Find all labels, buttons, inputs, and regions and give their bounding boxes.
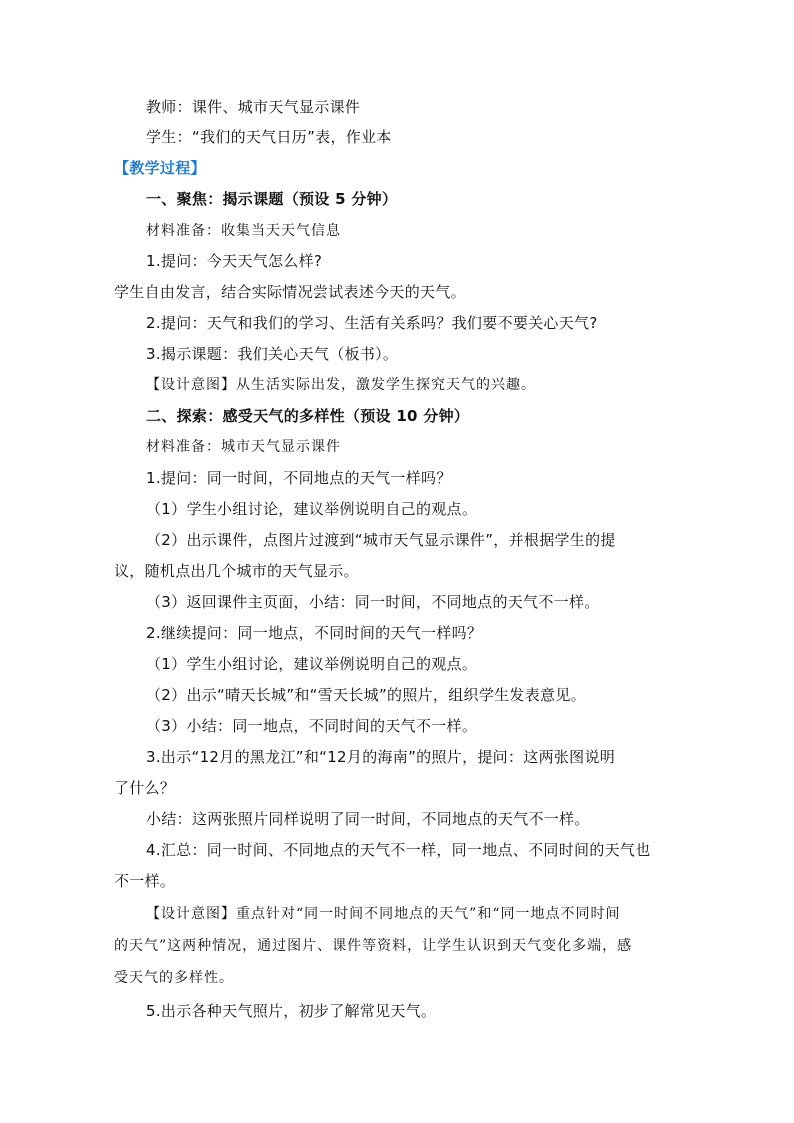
section-title: 【教学过程】 [114,159,206,177]
prep-student: 学生：“我们的天气日历”表，作业本 [146,128,392,146]
part2-q1-step-1: （1）学生小组讨论，建议举例说明自己的观点。 [146,500,478,518]
part2-question-5: 5.出示各种天气照片，初步了解常见天气。 [146,1002,437,1020]
part2-q2-step-1: （1）学生小组讨论，建议举例说明自己的观点。 [146,655,478,673]
part1-answer-1: 学生自由发言，结合实际情况尝试表述今天的天气。 [114,283,466,301]
prep-teacher: 教师：课件、城市天气显示课件 [146,98,361,116]
part1-design-intent: 【设计意图】从生活实际出发，激发学生探究天气的兴趣。 [146,377,536,393]
part2-design-intent-a: 【设计意图】重点针对“同一时间不同地点的天气”和“同一地点不同时间 [146,906,621,922]
part1-question-1: 1.提问：今天天气怎么样? [146,252,323,270]
part2-q2-step-2: （2）出示“晴天长城”和“雪天长城”的照片，组织学生发表意见。 [146,686,586,704]
part2-q1-step-3: （3）返回课件主页面，小结：同一时间，不同地点的天气不一样。 [146,593,600,611]
part2-design-intent-c: 受天气的多样性。 [114,970,234,986]
part2-heading: 二、探索：感受天气的多样性（预设 10 分钟） [146,407,470,425]
part1-heading: 一、聚焦：揭示课题（预设 5 分钟） [146,190,398,208]
part2-q1-step-2a: （2）出示课件，点图片过渡到“城市天气显示课件”，并根据学生的提 [146,531,616,549]
part2-materials: 材料准备：城市天气显示课件 [146,439,341,455]
part1-question-3: 3.揭示课题：我们关心天气（板书）。 [146,345,399,363]
part1-materials: 材料准备：收集当天天气信息 [146,223,341,239]
part2-q2-step-3: （3）小结：同一地点，不同时间的天气不一样。 [146,717,478,735]
part2-question-4a: 4.汇总：同一时间、不同地点的天气不一样，同一地点、不同时间的天气也 [146,841,651,859]
part2-design-intent-b: 的天气”这两种情况，通过图片、课件等资料，让学生认识到天气变化多端，感 [114,938,633,954]
part1-question-2: 2.提问：天气和我们的学习、生活有关系吗？我们要不要关心天气? [146,314,598,332]
part2-question-4b: 不一样。 [114,872,176,890]
part2-question-3a: 3.出示“12月的黑龙江”和“12月的海南”的照片，提问：这两张图说明 [146,748,616,766]
part2-q1-step-2b: 议，随机点出几个城市的天气显示。 [114,562,359,580]
part2-question-3b: 了什么？ [114,779,176,797]
part2-question-1: 1.提问：同一时间，不同地点的天气一样吗？ [146,469,452,487]
part2-q3-summary: 小结：这两张照片同样说明了同一时间，不同地点的天气不一样。 [146,810,590,828]
part2-question-2: 2.继续提问：同一地点，不同时间的天气一样吗？ [146,624,483,642]
